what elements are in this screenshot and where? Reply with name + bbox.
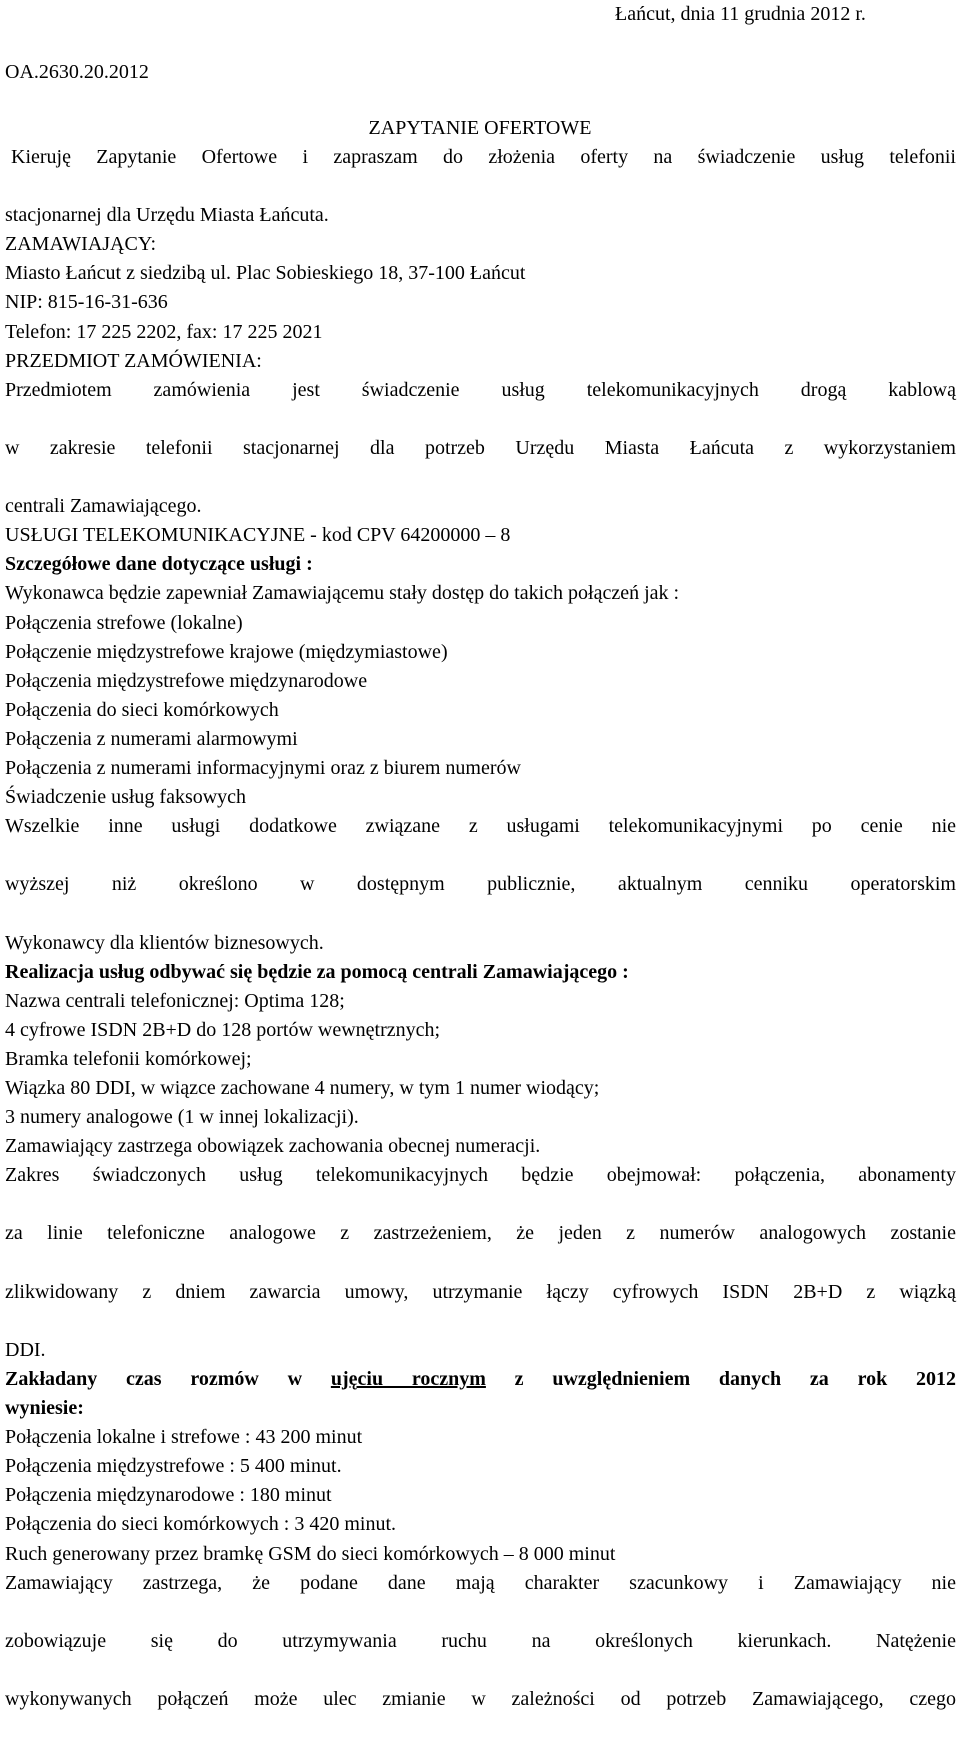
service-item: Połączenie międzystrefowe krajowe (międzymiastowe) <box>5 640 448 663</box>
service-item: Świadczenie usług faksowych <box>5 786 247 809</box>
ordering-party-address: Miasto Łańcut z siedzibą ul. Plac Sobieskiego 18, 37-100 Łańcut <box>5 262 526 285</box>
call-time-item: Połączenia międzystrefowe : 5 400 minut. <box>5 1455 342 1478</box>
scope-line: Zakres świadczonych usług telekomunikacyjnych będzie obejmował: połączenia, abonamenty <box>5 1164 956 1187</box>
service-item: Połączenia do sieci komórkowych <box>5 698 279 721</box>
scope-line: za linie telefoniczne analogowe z zastrzeżeniem, że jeden z numerów analogowych zostanie <box>5 1222 956 1245</box>
service-item: Połączenia strefowe (lokalne) <box>5 611 243 634</box>
call-time-heading-underlined: ujęciu rocznym <box>330 1367 486 1390</box>
exchange-heading: Realizacja usług odbywać się będzie za pomocą centrali Zamawiającego : <box>5 960 629 983</box>
call-time-heading-end: z uwzględnieniem danych za rok 2012 <box>485 1367 956 1390</box>
exchange-item: 4 cyfrowe ISDN 2B+D do 128 portów wewnętrznych; <box>5 1018 441 1041</box>
call-time-item: Połączenia lokalne i strefowe : 43 200 minut <box>5 1426 363 1449</box>
exchange-item: Zamawiający zastrzega obowiązek zachowania obecnej numeracji. <box>5 1135 541 1158</box>
other-services-line: wyższej niż określono w dostępnym publicznie, aktualnym cenniku operatorskim <box>5 873 956 896</box>
intro-line: Kieruję Zapytanie Ofertowe i zapraszam do złożenia oferty na świadczenie usług telefonii <box>11 146 956 168</box>
exchange-item: Nazwa centrali telefonicznej: Optima 128; <box>5 989 345 1012</box>
subject-line: centrali Zamawiającego. <box>5 495 202 518</box>
subject-heading: PRZEDMIOT ZAMÓWIENIA: <box>5 349 262 372</box>
document-title: ZAPYTANIE OFERTOWE <box>368 117 592 139</box>
call-time-item: Ruch generowany przez bramkę GSM do sieci komórkowych – 8 000 minut <box>5 1542 616 1565</box>
service-item: Połączenia z numerami alarmowymi <box>5 727 298 750</box>
reference-number: OA.2630.20.2012 <box>5 61 149 83</box>
subject-line: w zakresie telefonii stacjonarnej dla potrzeb Urzędu Miasta Łańcuta z wykorzystaniem <box>5 436 956 459</box>
cpv-code: USŁUGI TELEKOMUNIKACYJNE - kod CPV 64200000 – 8 <box>5 524 511 547</box>
exchange-item: 3 numery analogowe (1 w innej lokalizacji). <box>5 1106 359 1129</box>
scope-line: zlikwidowany z dniem zawarcia umowy, utrzymanie łączy cyfrowych ISDN 2B+D z wiązką <box>5 1280 956 1303</box>
intro-line: stacjonarnej dla Urzędu Miasta Łańcuta. <box>5 204 329 227</box>
document-body <box>5 143 956 1743</box>
service-intro: Wykonawca będzie zapewniał Zamawiającemu stały dostęp do takich połączeń jak : <box>5 582 680 605</box>
ordering-party-heading: ZAMAWIAJĄCY: <box>5 233 156 256</box>
exchange-item: Bramka telefonii komórkowej; <box>5 1047 252 1070</box>
service-item: Połączenia z numerami informacyjnymi oraz z biurem numerów <box>5 756 521 779</box>
service-item: Połączenia międzystrefowe międzynarodowe <box>5 669 368 692</box>
ordering-party-nip: NIP: 815-16-31-636 <box>5 291 168 314</box>
subject-line: Przedmiotem zamówienia jest świadczenie usług telekomunikacyjnych drogą kablową <box>5 378 956 401</box>
call-time-heading <box>5 1365 956 1394</box>
ordering-party-phone: Telefon: 17 225 2202, fax: 17 225 2021 <box>5 320 323 343</box>
exchange-item: Wiązka 80 DDI, w wiązce zachowane 4 numery, w tym 1 numer wiodący; <box>5 1077 600 1099</box>
call-time-item: Połączenia do sieci komórkowych : 3 420 minut. <box>5 1513 397 1536</box>
call-time-heading-start: Zakładany czas rozmów w <box>5 1367 331 1390</box>
service-details-heading: Szczegółowe dane dotyczące usługi : <box>5 553 313 576</box>
call-time-note-line: wykonywanych połączeń może ulec zmianie w zależności od potrzeb Zamawiającego, czego <box>5 1687 956 1710</box>
call-time-note-line: zobowiązuje się do utrzymywania ruchu na określonych kierunkach. Natężenie <box>5 1629 956 1652</box>
other-services-line: Wykonawcy dla klientów biznesowych. <box>5 931 324 954</box>
scope-line: DDI. <box>5 1338 46 1361</box>
place-date: Łańcut, dnia 11 grudnia 2012 r. <box>615 3 866 25</box>
call-time-item: Połączenia międzynarodowe : 180 minut <box>5 1484 332 1507</box>
call-time-note-line: Zamawiający zastrzega, że podane dane mają charakter szacunkowy i Zamawiający nie <box>5 1571 956 1594</box>
other-services-line: Wszelkie inne usługi dodatkowe związane z usługami telekomunikacyjnymi po cenie nie <box>5 815 956 838</box>
call-time-heading-line2: wyniesie: <box>5 1397 84 1420</box>
